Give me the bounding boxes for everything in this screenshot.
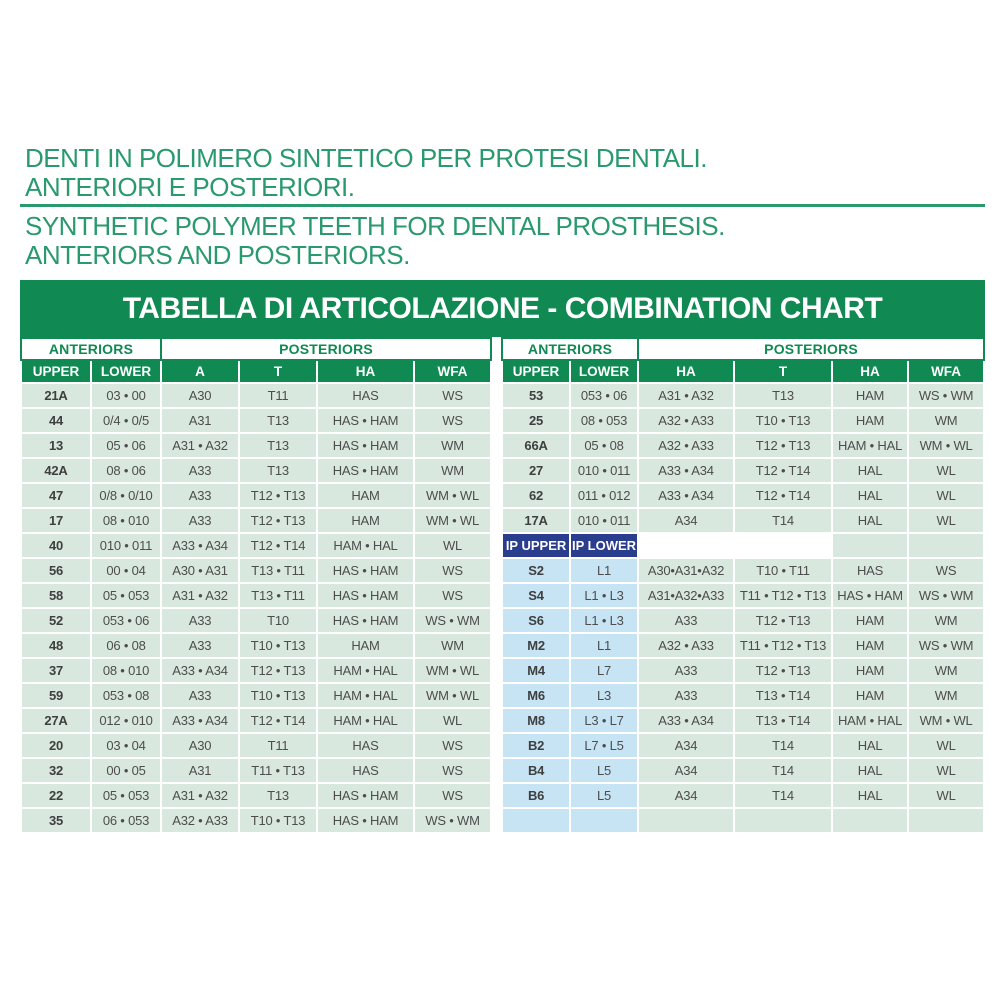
table-cell: T12 • T14 [240, 534, 316, 557]
table-cell: L3 • L7 [571, 709, 637, 732]
table-cell: 00 • 04 [92, 559, 160, 582]
table-cell: WM [909, 659, 983, 682]
heading-english-line1: SYNTHETIC POLYMER TEETH FOR DENTAL PROSTHESIS. [25, 211, 725, 241]
table-cell: A31•A32•A33 [639, 584, 733, 607]
table-cell: HAS • HAM [833, 584, 907, 607]
table-cell: WS [415, 409, 490, 432]
table-cell: T11 • T12 • T13 [735, 634, 831, 657]
table-row [22, 409, 490, 432]
table-cell: HAS • HAM [318, 584, 413, 607]
table-row [22, 559, 490, 582]
table-cell: HAS • HAM [318, 609, 413, 632]
table-cell: A34 [639, 509, 733, 532]
table-row [503, 634, 983, 657]
table-cell: HAS • HAM [318, 559, 413, 582]
table-cell: HAM [833, 384, 907, 407]
table-cell: B2 [503, 734, 569, 757]
table-cell: 17A [503, 509, 569, 532]
table-cell: T10 • T13 [735, 409, 831, 432]
table-cell: T14 [735, 509, 831, 532]
table-cell: WS • WM [909, 384, 983, 407]
table-cell: WM • WL [415, 484, 490, 507]
table-cell: WS [415, 584, 490, 607]
table-cell: T11 [240, 384, 316, 407]
table-row [503, 459, 983, 482]
table-cell [639, 534, 733, 557]
table-cell: 27 [503, 459, 569, 482]
table-cell: 37 [22, 659, 90, 682]
table-cell: 62 [503, 484, 569, 507]
table-cell: T12 • T13 [735, 609, 831, 632]
table-cell: 012 • 010 [92, 709, 160, 732]
column-header-lower-right: LOWER [571, 361, 637, 382]
table-cell: T14 [735, 734, 831, 757]
table-row [503, 509, 983, 532]
table-cell: T11 [240, 734, 316, 757]
table-cell: T10 • T11 [735, 559, 831, 582]
table-row [503, 809, 983, 832]
table-cell: 011 • 012 [571, 484, 637, 507]
table-cell: 58 [22, 584, 90, 607]
heading-divider [20, 204, 985, 207]
table-cell: A32 • A33 [162, 809, 238, 832]
table-cell: T13 • T11 [240, 559, 316, 582]
column-header-t-left: T [240, 361, 316, 382]
table-cell: A30 [162, 384, 238, 407]
table-cell: 010 • 011 [571, 509, 637, 532]
table-cell: L3 [571, 684, 637, 707]
table-cell: 44 [22, 409, 90, 432]
table-cell: L1 [571, 634, 637, 657]
table-cell: T11 • T13 [240, 759, 316, 782]
chart-title: TABELLA DI ARTICOLAZIONE - COMBINATION CHART [20, 280, 985, 337]
table-cell: HAM • HAL [318, 684, 413, 707]
table-cell: WL [909, 459, 983, 482]
table-row [22, 684, 490, 707]
table-row [22, 634, 490, 657]
table-row [503, 584, 983, 607]
table-cell: A33 [639, 659, 733, 682]
table-cell: T12 • T14 [240, 709, 316, 732]
table-row [503, 734, 983, 757]
table-cell: A33 • A34 [639, 459, 733, 482]
group-header-anteriors-right: ANTERIORS [503, 339, 637, 359]
table-cell: 05 • 053 [92, 584, 160, 607]
table-cell: WS [415, 384, 490, 407]
table-row [503, 784, 983, 807]
table-cell: T12 • T13 [240, 509, 316, 532]
table-cell: 47 [22, 484, 90, 507]
table-cell [833, 809, 907, 832]
table-cell: L7 [571, 659, 637, 682]
table-cell: A33 [162, 684, 238, 707]
table-cell: T13 [240, 784, 316, 807]
column-header-upper-right: UPPER [503, 361, 569, 382]
table-row [22, 459, 490, 482]
table-cell: WL [415, 534, 490, 557]
table-cell [503, 809, 569, 832]
table-cell: IP LOWER [571, 534, 637, 557]
table-cell: T14 [735, 759, 831, 782]
table-cell: WS [415, 734, 490, 757]
table-cell: T12 • T14 [735, 459, 831, 482]
table-cell: M2 [503, 634, 569, 657]
table-cell: 08 • 053 [571, 409, 637, 432]
table-cell: 32 [22, 759, 90, 782]
table-cell: A33 [162, 609, 238, 632]
column-header-t-right: T [735, 361, 831, 382]
table-cell: HAM • HAL [318, 534, 413, 557]
table-cell: HAM [318, 484, 413, 507]
table-cell: 053 • 06 [571, 384, 637, 407]
table-cell: A31 [162, 759, 238, 782]
table-cell: WS [415, 759, 490, 782]
table-cell: 010 • 011 [571, 459, 637, 482]
table-row [503, 484, 983, 507]
table-cell: HAS [833, 559, 907, 582]
table-cell: 00 • 05 [92, 759, 160, 782]
heading-italian [25, 144, 707, 202]
table-cell: S2 [503, 559, 569, 582]
table-row [503, 534, 983, 557]
table-row [22, 384, 490, 407]
table-cell: HAL [833, 784, 907, 807]
table-body-left [22, 384, 490, 832]
table-cell: HAM • HAL [318, 659, 413, 682]
table-cell: HAM [833, 659, 907, 682]
table-cell: 13 [22, 434, 90, 457]
column-header-row-left [22, 361, 490, 382]
column-header-a-left: A [162, 361, 238, 382]
table-cell [735, 809, 831, 832]
table-cell: HAM [318, 634, 413, 657]
table-cell: WL [909, 759, 983, 782]
table-cell: 053 • 06 [92, 609, 160, 632]
table-cell: HAS • HAM [318, 409, 413, 432]
table-cell: A31 • A32 [162, 434, 238, 457]
chart-tables [20, 337, 985, 834]
table-cell: T13 [735, 384, 831, 407]
table-cell: A31 • A32 [162, 584, 238, 607]
table-cell: L7 • L5 [571, 734, 637, 757]
table-cell: T10 • T13 [240, 809, 316, 832]
table-cell: 010 • 011 [92, 534, 160, 557]
table-row [503, 709, 983, 732]
table-cell: WM • WL [415, 509, 490, 532]
table-cell: 08 • 010 [92, 509, 160, 532]
table-row [22, 609, 490, 632]
table-cell [735, 534, 831, 557]
table-row [22, 734, 490, 757]
group-header-row-left [22, 339, 490, 359]
table-cell: T13 • T14 [735, 709, 831, 732]
table-row [22, 784, 490, 807]
table-cell: HAL [833, 459, 907, 482]
table-cell: L1 [571, 559, 637, 582]
table-cell: HAM • HAL [318, 709, 413, 732]
table-cell: 21A [22, 384, 90, 407]
table-cell: HAM • HAL [833, 709, 907, 732]
table-cell: WM [909, 409, 983, 432]
table-cell: 52 [22, 609, 90, 632]
table-cell: HAM [318, 509, 413, 532]
table-cell: M6 [503, 684, 569, 707]
table-cell: 48 [22, 634, 90, 657]
table-cell: A34 [639, 759, 733, 782]
column-header-ha-left: HA [318, 361, 413, 382]
table-cell: WS • WM [909, 584, 983, 607]
table-cell: 20 [22, 734, 90, 757]
table-cell: 053 • 08 [92, 684, 160, 707]
table-cell: 25 [503, 409, 569, 432]
table-cell: WS [909, 559, 983, 582]
table-cell: M8 [503, 709, 569, 732]
table-row [503, 559, 983, 582]
table-cell: S4 [503, 584, 569, 607]
table-cell: 03 • 04 [92, 734, 160, 757]
table-cell: T12 • T14 [735, 484, 831, 507]
table-row [22, 584, 490, 607]
table-cell [639, 809, 733, 832]
table-cell: WS • WM [415, 809, 490, 832]
combination-table-left [20, 337, 492, 834]
table-cell: HAS • HAM [318, 434, 413, 457]
table-cell: M4 [503, 659, 569, 682]
table-cell: WS [415, 559, 490, 582]
table-cell: T10 [240, 609, 316, 632]
table-cell: HAS [318, 734, 413, 757]
table-cell: T14 [735, 784, 831, 807]
table-cell: IP UPPER [503, 534, 569, 557]
table-cell: A31 • A32 [162, 784, 238, 807]
table-cell: A30•A31•A32 [639, 559, 733, 582]
table-cell: 59 [22, 684, 90, 707]
table-cell: T13 • T11 [240, 584, 316, 607]
table-cell: A33 • A34 [162, 534, 238, 557]
table-cell: 05 • 053 [92, 784, 160, 807]
table-cell: A33 • A34 [162, 659, 238, 682]
table-row [503, 434, 983, 457]
table-cell: HAL [833, 734, 907, 757]
column-header-ha2-right: HA [833, 361, 907, 382]
table-cell: WM • WL [909, 434, 983, 457]
column-header-wfa-right: WFA [909, 361, 983, 382]
table-cell: HAL [833, 484, 907, 507]
table-cell: 08 • 06 [92, 459, 160, 482]
table-cell: A32 • A33 [639, 434, 733, 457]
table-cell: 05 • 08 [571, 434, 637, 457]
table-row [503, 759, 983, 782]
table-cell: 53 [503, 384, 569, 407]
table-cell: WL [415, 709, 490, 732]
column-header-ha1-right: HA [639, 361, 733, 382]
table-cell: A32 • A33 [639, 634, 733, 657]
table-cell: T13 [240, 409, 316, 432]
table-cell: A30 [162, 734, 238, 757]
table-cell: A33 • A34 [639, 484, 733, 507]
table-cell: HAL [833, 509, 907, 532]
table-cell: A33 [162, 509, 238, 532]
table-row [503, 609, 983, 632]
table-cell: 0/4 • 0/5 [92, 409, 160, 432]
table-cell: 0/8 • 0/10 [92, 484, 160, 507]
table-cell: HAS [318, 384, 413, 407]
table-cell: 42A [22, 459, 90, 482]
table-cell: WM • WL [415, 659, 490, 682]
table-cell: WS • WM [415, 609, 490, 632]
table-cell: A32 • A33 [639, 409, 733, 432]
table-cell [909, 534, 983, 557]
table-cell [909, 809, 983, 832]
table-cell: A33 • A34 [639, 709, 733, 732]
table-cell: L1 • L3 [571, 584, 637, 607]
table-cell: A33 [162, 634, 238, 657]
table-cell [833, 534, 907, 557]
table-cell: 17 [22, 509, 90, 532]
table-cell: A34 [639, 734, 733, 757]
table-cell: T13 • T14 [735, 684, 831, 707]
table-row [503, 659, 983, 682]
table-cell: 06 • 053 [92, 809, 160, 832]
column-header-wfa-left: WFA [415, 361, 490, 382]
table-cell: T10 • T13 [240, 684, 316, 707]
table-cell: HAS • HAM [318, 784, 413, 807]
table-cell: WL [909, 509, 983, 532]
table-cell: 05 • 06 [92, 434, 160, 457]
table-cell: HAM [833, 409, 907, 432]
heading-italian-line2: ANTERIORI E POSTERIORI. [25, 172, 355, 202]
table-cell: 06 • 08 [92, 634, 160, 657]
table-cell: WM [415, 634, 490, 657]
table-row [22, 509, 490, 532]
table-row [503, 384, 983, 407]
table-cell: 27A [22, 709, 90, 732]
table-row [22, 709, 490, 732]
table-cell: A30 • A31 [162, 559, 238, 582]
table-body-right [503, 384, 983, 832]
group-header-posteriors-right: POSTERIORS [639, 339, 983, 359]
table-cell: S6 [503, 609, 569, 632]
table-cell: A31 [162, 409, 238, 432]
table-cell: WM • WL [415, 684, 490, 707]
table-cell: T13 [240, 434, 316, 457]
table-cell: T10 • T13 [240, 634, 316, 657]
table-cell: T12 • T13 [735, 434, 831, 457]
table-cell: T12 • T13 [240, 659, 316, 682]
group-header-posteriors-left: POSTERIORS [162, 339, 490, 359]
table-cell: WM [909, 684, 983, 707]
heading-english [25, 212, 725, 270]
table-cell: A33 [162, 484, 238, 507]
table-cell: A33 [639, 609, 733, 632]
table-cell: WS [415, 784, 490, 807]
table-row [503, 684, 983, 707]
table-row [22, 759, 490, 782]
table-row [22, 534, 490, 557]
heading-english-line2: ANTERIORS AND POSTERIORS. [25, 240, 410, 270]
column-header-lower-left: LOWER [92, 361, 160, 382]
table-cell: B6 [503, 784, 569, 807]
heading-italian-line1: DENTI IN POLIMERO SINTETICO PER PROTESI DENTALI. [25, 143, 707, 173]
table-cell: B4 [503, 759, 569, 782]
table-cell: WM • WL [909, 709, 983, 732]
table-cell: HAL [833, 759, 907, 782]
table-cell: 22 [22, 784, 90, 807]
table-cell: A33 • A34 [162, 709, 238, 732]
table-cell: T11 • T12 • T13 [735, 584, 831, 607]
table-cell: L1 • L3 [571, 609, 637, 632]
table-cell: T12 • T13 [240, 484, 316, 507]
table-cell: WM [415, 459, 490, 482]
table-cell: A33 [162, 459, 238, 482]
combination-table-right [501, 337, 985, 834]
table-cell: A31 • A32 [639, 384, 733, 407]
table-row [22, 434, 490, 457]
table-cell: T12 • T13 [735, 659, 831, 682]
table-cell: 66A [503, 434, 569, 457]
table-cell: L5 [571, 784, 637, 807]
table-cell: HAS [318, 759, 413, 782]
combination-chart [20, 280, 985, 834]
table-cell: HAS • HAM [318, 459, 413, 482]
column-header-row-right [503, 361, 983, 382]
table-cell: HAM [833, 634, 907, 657]
table-cell: 03 • 00 [92, 384, 160, 407]
table-cell: 56 [22, 559, 90, 582]
table-row [22, 484, 490, 507]
column-header-upper-left: UPPER [22, 361, 90, 382]
table-row [22, 809, 490, 832]
table-cell: HAM [833, 684, 907, 707]
table-cell [571, 809, 637, 832]
table-cell: HAM • HAL [833, 434, 907, 457]
table-cell: WS • WM [909, 634, 983, 657]
table-cell: 35 [22, 809, 90, 832]
table-cell: WM [415, 434, 490, 457]
table-cell: WM [909, 609, 983, 632]
table-cell: WL [909, 484, 983, 507]
table-row [503, 409, 983, 432]
table-cell: T13 [240, 459, 316, 482]
group-header-anteriors-left: ANTERIORS [22, 339, 160, 359]
table-cell: 40 [22, 534, 90, 557]
table-row [22, 659, 490, 682]
table-cell: 08 • 010 [92, 659, 160, 682]
table-cell: A33 [639, 684, 733, 707]
group-header-row-right [503, 339, 983, 359]
table-cell: L5 [571, 759, 637, 782]
table-cell: WL [909, 784, 983, 807]
table-cell: WL [909, 734, 983, 757]
table-cell: HAM [833, 609, 907, 632]
table-cell: A34 [639, 784, 733, 807]
table-cell: HAS • HAM [318, 809, 413, 832]
